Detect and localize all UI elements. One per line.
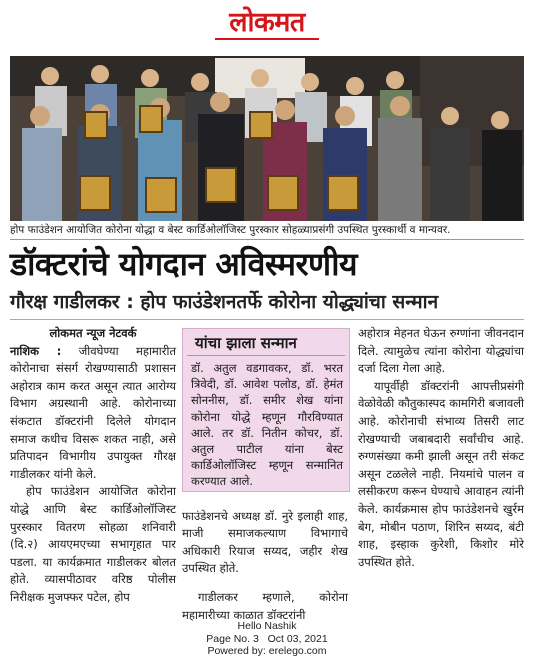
article-paragraph: फाउंडेशनचे अध्यक्ष डॉ. नुरे इलाही शाह, माजी समाजकल्याण विभागाचे अधिकारी रियाज सय्यद, जहीर शेख उपस्थित होते. <box>182 508 348 576</box>
article-paragraph: यापूर्वीही डॉक्टरांनी आपत्तीप्रसंगी वेळोवेळी कौतुकास्पद कामगिरी बजावली आहे. कोरोनाची संभाव्य तिसरी लाट रोखण्याची जबाबदारी सर्वांचीच आहे. रुग्णसंख्या कमी झाली असून तरी संकट असून टळलेले नाही. नियमांचे पालन व लसीकरण करून घेण्याचे आवाहन त्यांनी केले. कार्यक्रमास होप फाउंडेशनचे खुर्रम बेग, मोबीन पठाण, शिरिन सय्यद, बंटी शाह, इस्हाक कुरेशी, किशोर मोरे उपस्थित होते. <box>358 378 524 569</box>
photo-caption: होप फाउंडेशन आयोजित कोरोना योद्धा व बेस्ट कार्डिओलॉजिस्ट पुरस्कार सोहळ्याप्रसंगी उपस्थित पुरस्कार्थी व मान्यवर. <box>10 223 524 240</box>
page-footer <box>0 620 534 658</box>
masthead <box>0 0 534 46</box>
logo-underline <box>215 38 319 40</box>
byline: लोकमत न्यूज नेटवर्क <box>49 326 137 340</box>
article-column-3 <box>358 325 524 571</box>
article-paragraph <box>10 343 176 484</box>
footer-edition: Hello Nashik <box>237 620 297 632</box>
footer-powered-by: Powered by: erelego.com <box>207 645 327 657</box>
lokmat-logo: लोकमत <box>229 7 305 38</box>
news-photo <box>10 56 524 221</box>
article-paragraph: होप फाउंडेशन आयोजित कोरोना योद्धे आणि बेस्ट कार्डिओलॉजिस्ट पुरस्कार वितरण सोहळा शनिवारी (दि.२) आयएमएच्या सभागृहात पार पडला. या कार्यक्रमात गाडीलकर बोलत होते. व्यासपीठावर वरिष्ठ पोलीस निरीक्षक मुजफ्फर पटेल, होप <box>10 484 176 604</box>
honorees-box-body: डॉ. अतुल वडगावकर, डॉ. भरत त्रिवेदी, डॉ. आवेश पलोड, डॉ. हेमंत सोननीस, डॉ. समीर शेख यांना कोरोना योद्धे म्हणून गौरविण्यात आले. तर डॉ. नितीन कोचर, डॉ. अतुल पाटील यांना बेस्ट कार्डिओलॉजिस्ट म्हणून सन्मानित करण्यात आले. <box>191 361 343 489</box>
subheadline: गौरक्ष गाडीलकर : होप फाउंडेशनतर्फे कोरोना योद्ध्यांचा सन्मान <box>10 289 524 320</box>
article-paragraph: गाडीलकर म्हणाले, कोरोना महामारीच्या काळात डॉक्टरांनी <box>182 590 348 622</box>
honorees-box-title: यांचा झाला सन्मान <box>187 329 345 356</box>
headline: डॉक्टरांचे योगदान अविस्मरणीय <box>10 245 358 283</box>
group-photo-icon <box>10 56 524 221</box>
article-paragraph: अहोरात्र मेहनत घेऊन रुग्णांना जीवनदान दिले. त्यामुळेच त्यांना कोरोना योद्ध्यांचा दर्जा दिला गेला आहे. <box>358 326 524 376</box>
footer-page-date: Page No. 3 Oct 03, 2021 <box>206 632 328 645</box>
dateline: नाशिक : <box>10 343 62 358</box>
article-column-2 <box>182 496 348 636</box>
article-column-1 <box>10 325 176 607</box>
honorees-box <box>182 328 350 492</box>
paragraph-text: जीवघेण्या महामारीत कोरोनाचा संसर्ग रोखण्यासाठी प्रशासन अहोरात्र काम करत असून त्यात आरोग्य विभाग अग्रस्थानी आहे. कोरोनाच्या संकटात डॉक्टरांनी दिलेले योगदान समाज कधीच विसरू शकत नाही, असे प्रतिपादन विभागीय उपायुक्त गौरक्ष गाडीलकर यांनी केले. <box>10 343 177 481</box>
